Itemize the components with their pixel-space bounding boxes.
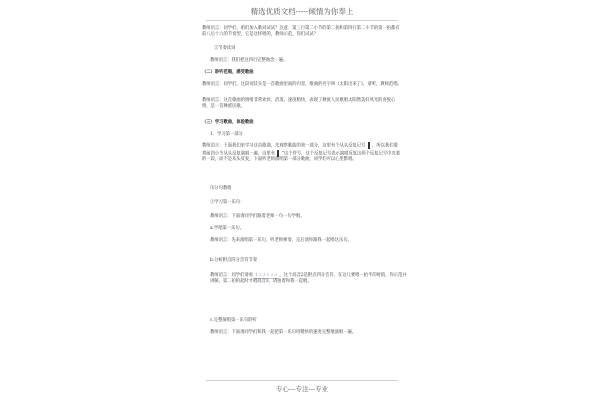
paragraph: 1、学习第一部分 xyxy=(210,132,243,137)
page-header: 精选优质文档-----倾情为你奉上 xyxy=(206,6,398,21)
paragraph: ①学习第一乐句： xyxy=(210,200,245,205)
paragraph-text: 教师语言：同学们请看 xyxy=(210,273,253,278)
paragraph xyxy=(202,142,402,164)
paragraph-text: ，所以我们要将前四小节从头反复演唱一遍，这里有 xyxy=(202,143,398,157)
section-heading: （三）学习歌曲，体验歌曲 xyxy=(202,120,254,125)
paragraph: ②节奏读词 xyxy=(214,46,236,51)
paragraph: 教师语言：下面请同学们跟着老师一句一句学唱。 xyxy=(210,214,305,219)
paragraph: 教师语言：同学们，咱们加入歌词试试？注意：第三行第二小节的第二拍和第四行第二小节的第一拍都有前八后十六的节奏型，它是这样唱的，教师示范，你们试试？ xyxy=(202,26,400,38)
section-heading: （二）聆听范唱，感受歌曲 xyxy=(202,70,254,75)
paragraph-text: ”这个符号，这个反复记号表示演唱反复这两个反复记号中夹着的一段，而不是从头反复，下面听老师演唱第一部分歌曲，同学们可以心里默唱。 xyxy=(202,151,401,163)
paragraph: ⑴分句教唱 xyxy=(210,186,232,191)
repeat-sign-icon xyxy=(277,150,279,157)
repeat-sign-icon xyxy=(368,142,370,149)
paragraph: b.分析附点四分音符节奏 xyxy=(210,258,258,263)
paragraph-text: ，这个高音2是附点四分音符，在这儿要唱一拍半的时值，你示范并讲解，第二拍的起时才唱高音3，请拍着和我一起唱。 xyxy=(210,273,407,285)
document-page xyxy=(196,0,408,400)
paragraph: 教师语言：先来演唱第一乐句，听老师弹奏，完后请你跟我一起唱这乐句。 xyxy=(210,238,352,243)
paragraph-text: 教师语言：下面我们来学习这首歌曲，先观察歌曲的第一部分，这里有个从头反复记号 xyxy=(202,143,366,149)
paragraph: 教师语言：下面请同学们和我一起把第一乐句用稍快的速度完整地演唱一遍。 xyxy=(210,330,357,335)
page-footer: 专心---专注---专业 xyxy=(206,380,398,393)
paragraph: 教师语言：同学们，这段词其实是一首歌曲里面的内容，歌曲的名字叫《太阳出来了》，请听，教师范唱。 xyxy=(202,82,402,87)
paragraph: 教师语言：我们把这四行完整地念一遍。 xyxy=(210,58,288,63)
paragraph: c.完整演唱第一乐句聆听 xyxy=(210,318,257,323)
paragraph: 教师语言：这首歌曲的情绪非常欢快、活泼，速度稍快，表现了彝族人民歌唱太阳然美好风光的喜悦心情，是一首彝族民歌。 xyxy=(202,98,396,110)
paragraph xyxy=(210,272,410,285)
paragraph: a.学唱第一乐句。 xyxy=(210,226,245,231)
music-notation: 1 2 3 1 2 3 xyxy=(254,272,278,279)
